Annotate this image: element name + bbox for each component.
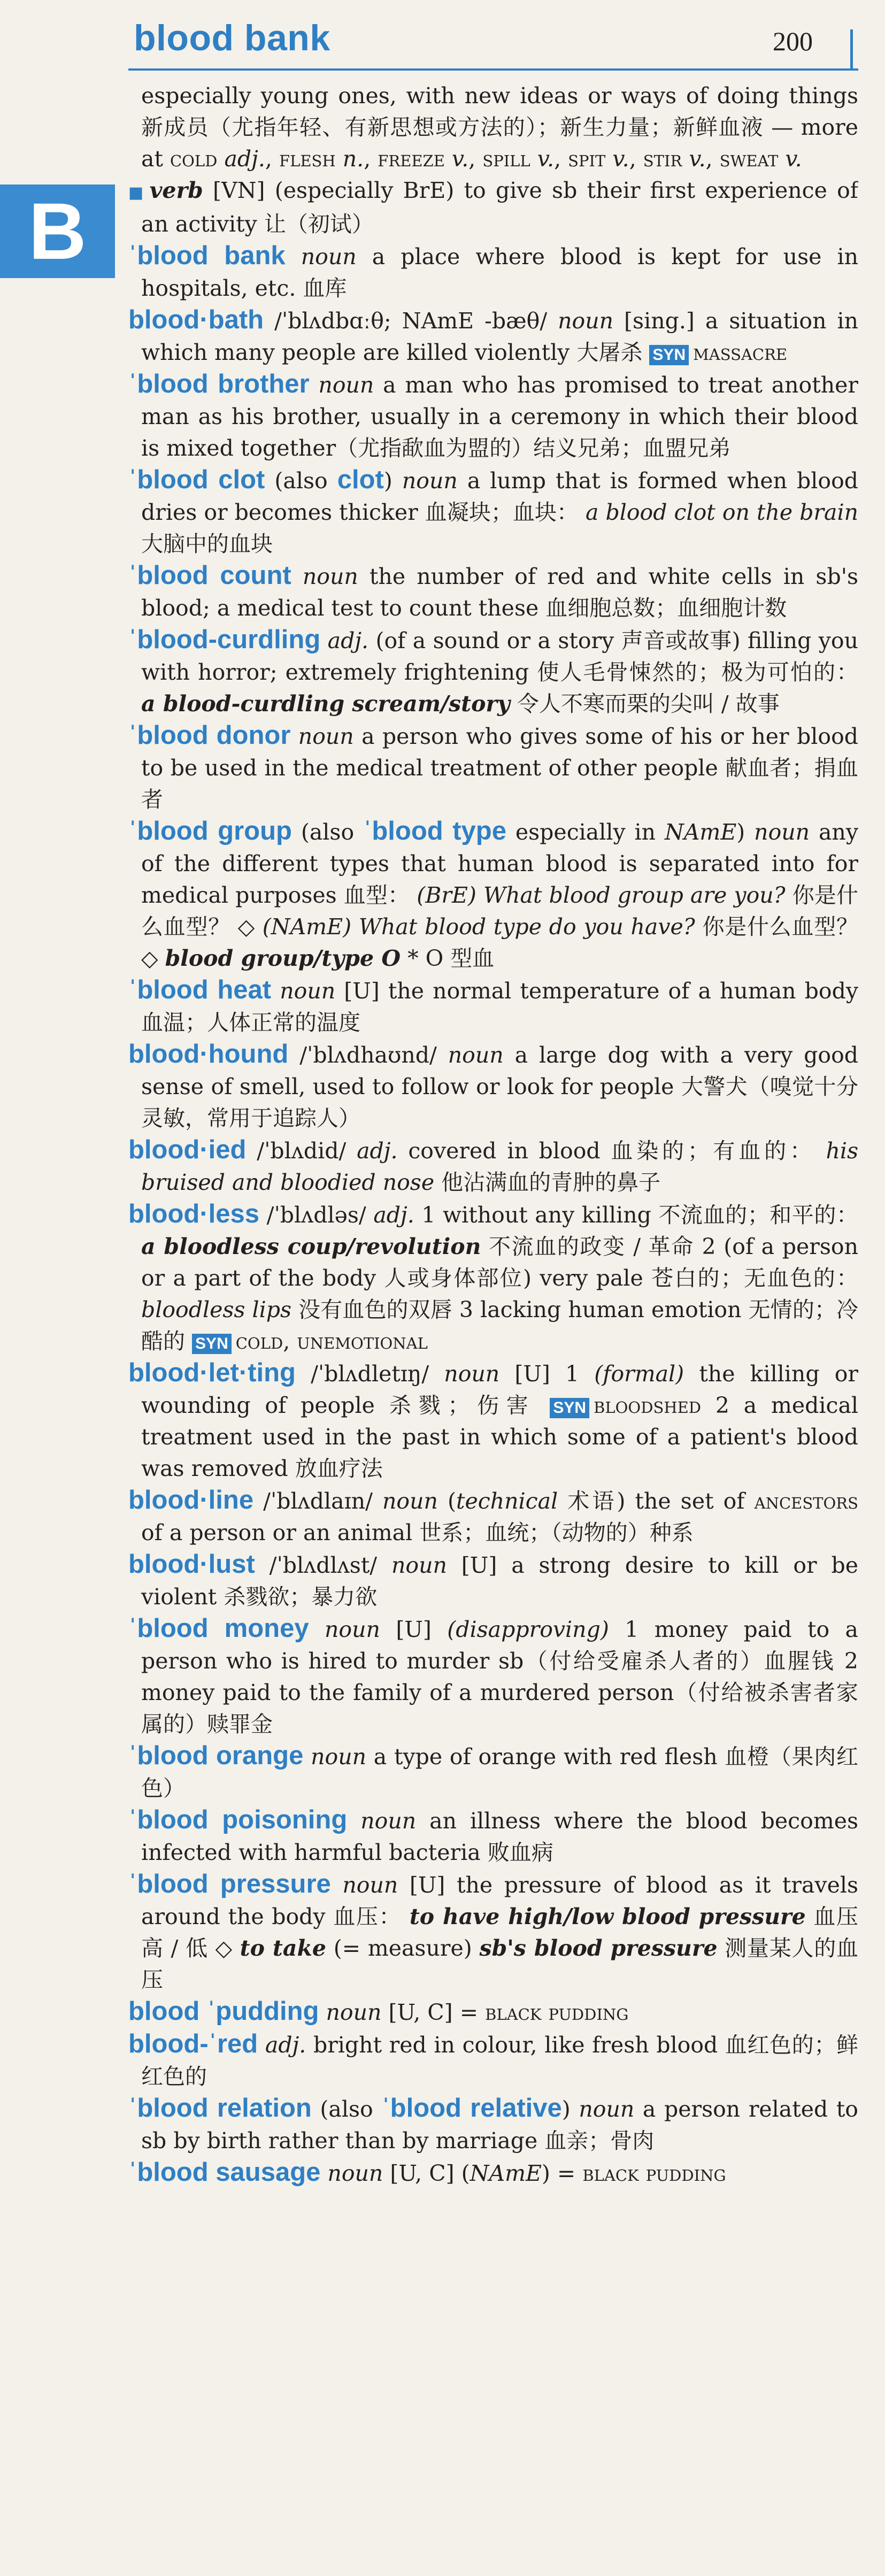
grammar-label: adj.	[217, 146, 265, 172]
definition-text: [U, C] (	[383, 2160, 470, 2186]
definition-text: [U] the normal temperature of a human body 血温；人体正常的温度	[141, 978, 858, 1035]
definition-text: [sing.] a situation in which many people are killed violently 大屠杀	[141, 308, 858, 365]
grammar-label: noun	[391, 1552, 447, 1578]
definition-text: /ˈblʌdlaɪn/	[253, 1488, 383, 1514]
definition-text: ,	[554, 146, 568, 172]
definition-text: /ˈblʌdlʌst/	[255, 1552, 391, 1578]
definition-text: [VN] (especially BrE) to give sb their first experience of an activity 让（初试）	[141, 178, 858, 237]
grammar-label: noun	[330, 1872, 398, 1898]
header-corner-rule	[850, 29, 853, 71]
definition-text: [U, C] =	[381, 2000, 486, 2025]
example-phrase: a blood-curdling scream/story	[141, 691, 510, 717]
definition-text: especially in	[506, 819, 665, 845]
dictionary-entry	[128, 720, 858, 816]
headword: ˈblood type	[363, 817, 506, 845]
headword: ˈblood-curdling	[128, 625, 321, 654]
letter-thumb-tab: B	[0, 184, 115, 278]
grammar-label: noun	[448, 1042, 504, 1068]
headword: blood·bath	[128, 305, 264, 334]
definition-text: ) =	[541, 2160, 583, 2186]
grammar-label: noun	[579, 2096, 635, 2122]
definition-text: (also	[311, 2096, 382, 2122]
entry-continuation	[128, 80, 858, 175]
cross-reference: bloodshed	[594, 1393, 702, 1418]
example: (NAmE) What blood type do you have?	[262, 914, 695, 940]
headword: blood ˈpudding	[128, 1997, 319, 2026]
headword: ˈblood money	[128, 1614, 309, 1643]
definition-text: ,	[468, 146, 483, 172]
definition-text: ,	[265, 146, 279, 172]
definition-text: * O 型血	[401, 945, 495, 971]
definition-text: [U] 1	[499, 1361, 595, 1387]
dictionary-entry	[128, 1996, 858, 2028]
headword: ˈblood clot	[128, 465, 265, 494]
cross-reference: freeze	[378, 146, 445, 172]
dictionary-entry	[128, 2157, 858, 2189]
cross-reference: black pudding	[485, 2000, 629, 2025]
grammar-label: noun	[754, 819, 810, 845]
headword: blood·less	[128, 1199, 260, 1228]
cross-reference: cold, unemotional	[235, 1328, 428, 1354]
dictionary-entry	[128, 175, 858, 240]
cross-reference: spill	[482, 146, 530, 172]
dictionary-entry	[128, 624, 858, 720]
grammar-label: n.	[335, 146, 364, 172]
grammar-label: noun	[291, 564, 358, 589]
dictionary-entry	[128, 304, 858, 368]
dictionary-entry	[128, 1804, 858, 1868]
grammar-label: technical	[456, 1488, 558, 1514]
definition-text: 1 money paid to a person who is hired to murder sb（付给受雇杀人者的）血腥钱 2 money paid to the family of a murdered person（付给被杀害者家属的）赎罪金	[141, 1617, 858, 1737]
example: his bruised and bloodied nose	[141, 1138, 858, 1195]
definition-text: 令人不寒而栗的尖叫 / 故事	[510, 691, 780, 717]
definition-text: 他沾满血的青肿的鼻子	[434, 1170, 661, 1195]
grammar-label: noun	[558, 308, 614, 334]
definition-text: (of a sound or a story 声音或故事) filling you with horror; extremely frightening 使人毛骨悚然的；极为可怕的：	[141, 628, 858, 685]
headword: ˈblood pressure	[128, 1870, 331, 1898]
grammar-label: v.	[605, 146, 629, 172]
example-phrase: a bloodless coup/revolution	[141, 1234, 481, 1259]
grammar-label: adj.	[320, 628, 369, 653]
definition-text: ,	[705, 146, 720, 172]
dictionary-entry	[128, 2093, 858, 2157]
headword: ˈblood group	[128, 817, 292, 845]
headword: ˈblood brother	[128, 370, 310, 398]
synonym-badge: SYN	[192, 1334, 232, 1354]
definition-text: (= measure)	[326, 1935, 480, 1961]
definition-text: a large dog with a very good sense of smell, used to follow or look for people 大警犬（嗅觉十分灵敏，常用于追踪人）	[141, 1042, 858, 1131]
headword: ˈblood sausage	[128, 2158, 321, 2187]
grammar-label: noun	[402, 468, 458, 494]
definition-text: /ˈblʌdbɑːθ; NAmE -bæθ/	[264, 308, 558, 334]
dictionary-entry	[128, 1613, 858, 1740]
cross-reference: black pudding	[582, 2160, 726, 2186]
headword: ˈblood count	[128, 561, 291, 590]
example-phrase: to take	[240, 1935, 326, 1961]
grammar-label: v.	[682, 146, 706, 172]
cross-reference: sweat	[719, 146, 779, 172]
example-phrase: to have high/low blood pressure	[409, 1904, 806, 1929]
definition-text: 不流血的政变 / 革命 2 (of a person or a part of the body 人或身体部位) very pale 苍白的；无血色的：	[141, 1234, 858, 1291]
definition-text: 1 without any killing 不流血的；和平的：	[414, 1202, 858, 1228]
grammar-label: noun	[290, 724, 354, 749]
part-of-speech: verb	[149, 178, 203, 203]
dictionary-entry	[128, 1134, 858, 1198]
grammar-label: v.	[778, 146, 802, 172]
headword: ˈblood relative	[381, 2094, 562, 2123]
dictionary-entry	[128, 368, 858, 464]
definition-text: covered in blood 血染的；有血的：	[397, 1138, 826, 1164]
grammar-label: noun	[444, 1361, 500, 1387]
cross-reference: massacre	[693, 340, 788, 365]
dictionary-entry	[128, 1740, 858, 1804]
definition-text: 血压高 / 低 ◇	[141, 1904, 858, 1961]
headword: ˈblood orange	[128, 1741, 304, 1770]
dictionary-entry	[128, 1485, 858, 1549]
definition-text: 测量某人的血压	[141, 1935, 858, 1993]
definition-text: [U] a strong desire to kill or be violent 杀戮欲；暴力欲	[141, 1552, 858, 1610]
cross-reference: flesh	[279, 146, 336, 172]
definition-text: a lump that is formed when blood dries or becomes thicker 血凝块；血块：	[141, 468, 858, 525]
dictionary-entry	[128, 560, 858, 624]
headword: blood·ied	[128, 1135, 247, 1164]
cross-reference: spit	[568, 146, 606, 172]
grammar-label: NAmE	[664, 819, 737, 845]
grammar-label: NAmE	[470, 2160, 542, 2186]
page-number: 200	[773, 26, 813, 56]
definition-text: 你是什么血型？ ◇	[141, 882, 858, 940]
dictionary-entry	[128, 2028, 858, 2093]
grammar-label: noun	[347, 1808, 417, 1834]
definition-text: any of the different types that human blood is separated into for medical purposes 血型：	[141, 819, 858, 908]
example: bloodless lips	[141, 1297, 292, 1322]
example-phrase: sb's blood pressure	[479, 1935, 718, 1961]
grammar-label: adj.	[373, 1202, 414, 1228]
header-rule	[128, 68, 858, 71]
synonym-badge: SYN	[550, 1398, 589, 1418]
definition-text: a man who has promised to treat another man as his brother, usually in a ceremony in which their blood is mixed together（尤指歃血为盟的）结义兄弟；血盟兄弟	[141, 372, 858, 461]
definition-text: 没有血色的双唇 3 lacking human emotion 无情的；冷酷的	[141, 1297, 858, 1354]
dictionary-entry	[128, 1039, 858, 1134]
bullet-icon: ■	[128, 183, 147, 202]
definition-text: an illness where the blood becomes infected with harmful bacteria 败血病	[141, 1808, 858, 1865]
headword: clot	[337, 465, 384, 494]
running-headword: blood bank	[134, 18, 330, 58]
headword: ˈblood relation	[128, 2094, 312, 2123]
definition-text: a place where blood is kept for use in hospitals, etc. 血库	[141, 244, 858, 301]
dictionary-entry	[128, 816, 858, 974]
definition-text: [U] the pressure of blood as it travels around the body 血压：	[141, 1872, 858, 1929]
headword: blood·let·ting	[128, 1358, 296, 1387]
headword: ˈblood bank	[128, 241, 286, 270]
dictionary-entry	[128, 464, 858, 560]
dictionary-entry	[128, 1198, 858, 1357]
dictionary-entry	[128, 974, 858, 1039]
grammar-label: noun	[320, 2160, 383, 2186]
dictionary-entry	[128, 240, 858, 304]
example-phrase: blood group/type O	[165, 945, 401, 971]
grammar-label: noun	[382, 1488, 438, 1514]
definition-text: of a person or an animal 世系；血统；（动物的）种系	[141, 1520, 694, 1545]
definition-text: (also	[291, 819, 364, 845]
definition-text: /ˈblʌdid/	[246, 1138, 357, 1164]
grammar-label: noun	[285, 244, 357, 270]
definition-text: 2 a medical treatment used in the past in which some of a patient's blood was removed 放血疗法	[141, 1393, 858, 1481]
definition-text: )	[383, 468, 402, 494]
grammar-label: v.	[530, 146, 555, 172]
grammar-label: noun	[309, 1617, 380, 1642]
headword: ˈblood donor	[128, 721, 291, 750]
definition-text: a person related to sb by birth rather than by marriage 血亲；骨肉	[141, 2096, 858, 2154]
grammar-label: v.	[444, 146, 469, 172]
grammar-label: noun	[319, 2000, 382, 2025]
cross-reference: ancestors	[754, 1488, 858, 1514]
definition-text: )	[736, 819, 755, 845]
headword: blood-ˈred	[128, 2029, 258, 2058]
definition-text: ,	[629, 146, 643, 172]
definition-text: especially young ones, with new ideas or ways of doing things 新成员（尤指年轻、有新思想或方法的）；新生力量；新鲜血液 — more at	[141, 83, 858, 172]
example: a blood clot on the brain	[586, 499, 858, 525]
running-head	[0, 0, 885, 80]
definition-text: a person who gives some of his or her blood to be used in the medical treatment of other people 献血者；捐血者	[141, 724, 858, 812]
synonym-badge: SYN	[649, 345, 689, 365]
definition-text: bright red in colour, like fresh blood 血红色的；鲜红色的	[141, 2032, 858, 2089]
definition-text: (	[437, 1488, 457, 1514]
definition-text: [U]	[380, 1617, 448, 1642]
definition-text: the killing or wounding of people 杀戮；伤害	[141, 1361, 858, 1418]
grammar-label: (formal)	[594, 1361, 684, 1387]
headword: blood·hound	[128, 1040, 289, 1068]
definition-text: (also	[265, 468, 337, 494]
grammar-label: noun	[303, 1744, 367, 1770]
cross-reference: stir	[643, 146, 682, 172]
dictionary-entries	[128, 80, 858, 2562]
grammar-label: (disapproving)	[447, 1617, 609, 1642]
definition-text: /ˈblʌdletɪŋ/	[295, 1361, 444, 1387]
grammar-label: adj.	[258, 2032, 306, 2058]
cross-reference: cold	[170, 146, 218, 172]
definition-text: )	[561, 2096, 579, 2122]
dictionary-entry	[128, 1357, 858, 1485]
headword: blood·lust	[128, 1550, 255, 1579]
dictionary-entry	[128, 1868, 858, 1996]
headword: ˈblood poisoning	[128, 1805, 348, 1834]
headword: blood·line	[128, 1486, 254, 1514]
definition-text: the number of red and white cells in sb's blood; a medical test to count these 血细胞总数；血细胞计数	[141, 564, 858, 621]
definition-text: ,	[364, 146, 378, 172]
dictionary-entry	[128, 1549, 858, 1613]
definition-text: 大脑中的血块	[141, 531, 273, 557]
definition-text: 术语) the set of	[558, 1488, 755, 1514]
definition-text: a type of orange with red flesh 血橙（果肉红色）	[141, 1744, 858, 1801]
example: (BrE) What blood group are you?	[417, 882, 786, 908]
grammar-label: adj.	[357, 1138, 398, 1164]
headword: ˈblood heat	[128, 975, 272, 1004]
grammar-label: noun	[309, 372, 374, 398]
definition-text: 你是什么血型？ ◇	[141, 914, 858, 971]
grammar-label: noun	[271, 978, 336, 1004]
definition-text: /ˈblʌdhaʊnd/	[288, 1042, 448, 1068]
definition-text: /ˈblʌdləs/	[259, 1202, 374, 1228]
